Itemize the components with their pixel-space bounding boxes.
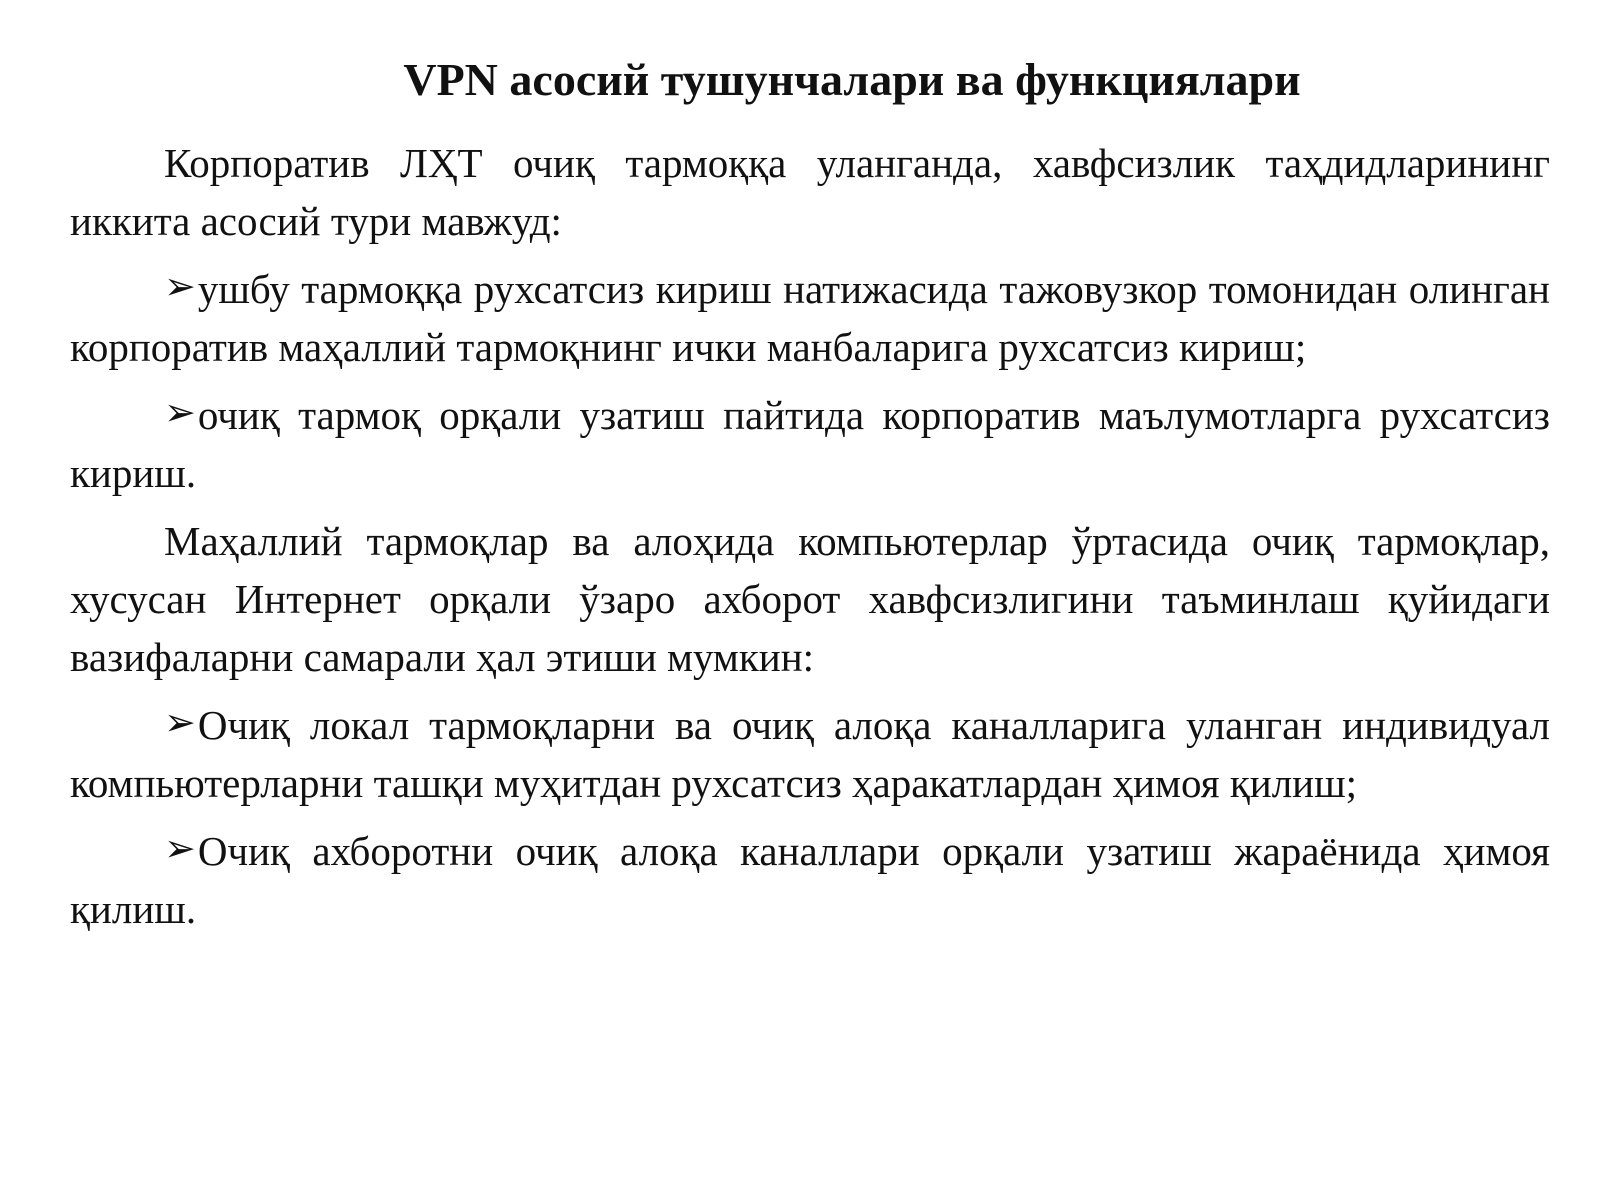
paragraph-text: Корпоратив ЛҲТ очиқ тармоққа уланганда, хавфсизлик таҳдидларининг иккита асосий тури мавжуд: bbox=[70, 140, 1550, 244]
arrowhead-bullet-icon: ➢ bbox=[164, 264, 196, 308]
bullet-text: Очиқ ахборотни очиқ алоқа каналлари орқали узатиш жараёнида ҳимоя қилиш. bbox=[70, 828, 1550, 932]
bullet-item bbox=[70, 822, 1550, 938]
arrowhead-bullet-icon: ➢ bbox=[164, 700, 196, 744]
arrowhead-bullet-icon: ➢ bbox=[164, 826, 196, 870]
intro-paragraph bbox=[70, 134, 1550, 250]
bullet-text: ушбу тармоққа рухсатсиз кириш натижасида тажовузкор томонидан олинган корпоратив маҳаллий тармоқнинг ички манбаларига рухсатсиз кириш; bbox=[70, 266, 1550, 370]
slide bbox=[70, 48, 1550, 1148]
slide-body bbox=[70, 134, 1550, 938]
paragraph-text: Маҳаллий тармоқлар ва алоҳида компьютерлар ўртасида очиқ тармоқлар, хусусан Интернет орқали ўзаро ахборот хавфсизлигини таъминлаш қуйидаги вазифаларни самарали ҳал этиши мумкин: bbox=[70, 518, 1550, 680]
bullet-item bbox=[70, 260, 1550, 376]
arrowhead-bullet-icon: ➢ bbox=[164, 390, 196, 434]
bullet-item bbox=[70, 386, 1550, 502]
tasks-paragraph bbox=[70, 512, 1550, 686]
page-title: VPN асосий тушунчалари ва функциялари bbox=[403, 54, 1301, 105]
bullet-item bbox=[70, 696, 1550, 812]
bullet-text: Очиқ локал тармоқларни ва очиқ алоқа каналларига уланган индивидуал компьютерларни ташқи муҳитдан рухсатсиз ҳаракатлардан ҳимоя қилиш; bbox=[70, 702, 1550, 806]
bullet-text: очиқ тармоқ орқали узатиш пайтида корпоратив маълумотларга рухсатсиз кириш. bbox=[70, 392, 1550, 496]
